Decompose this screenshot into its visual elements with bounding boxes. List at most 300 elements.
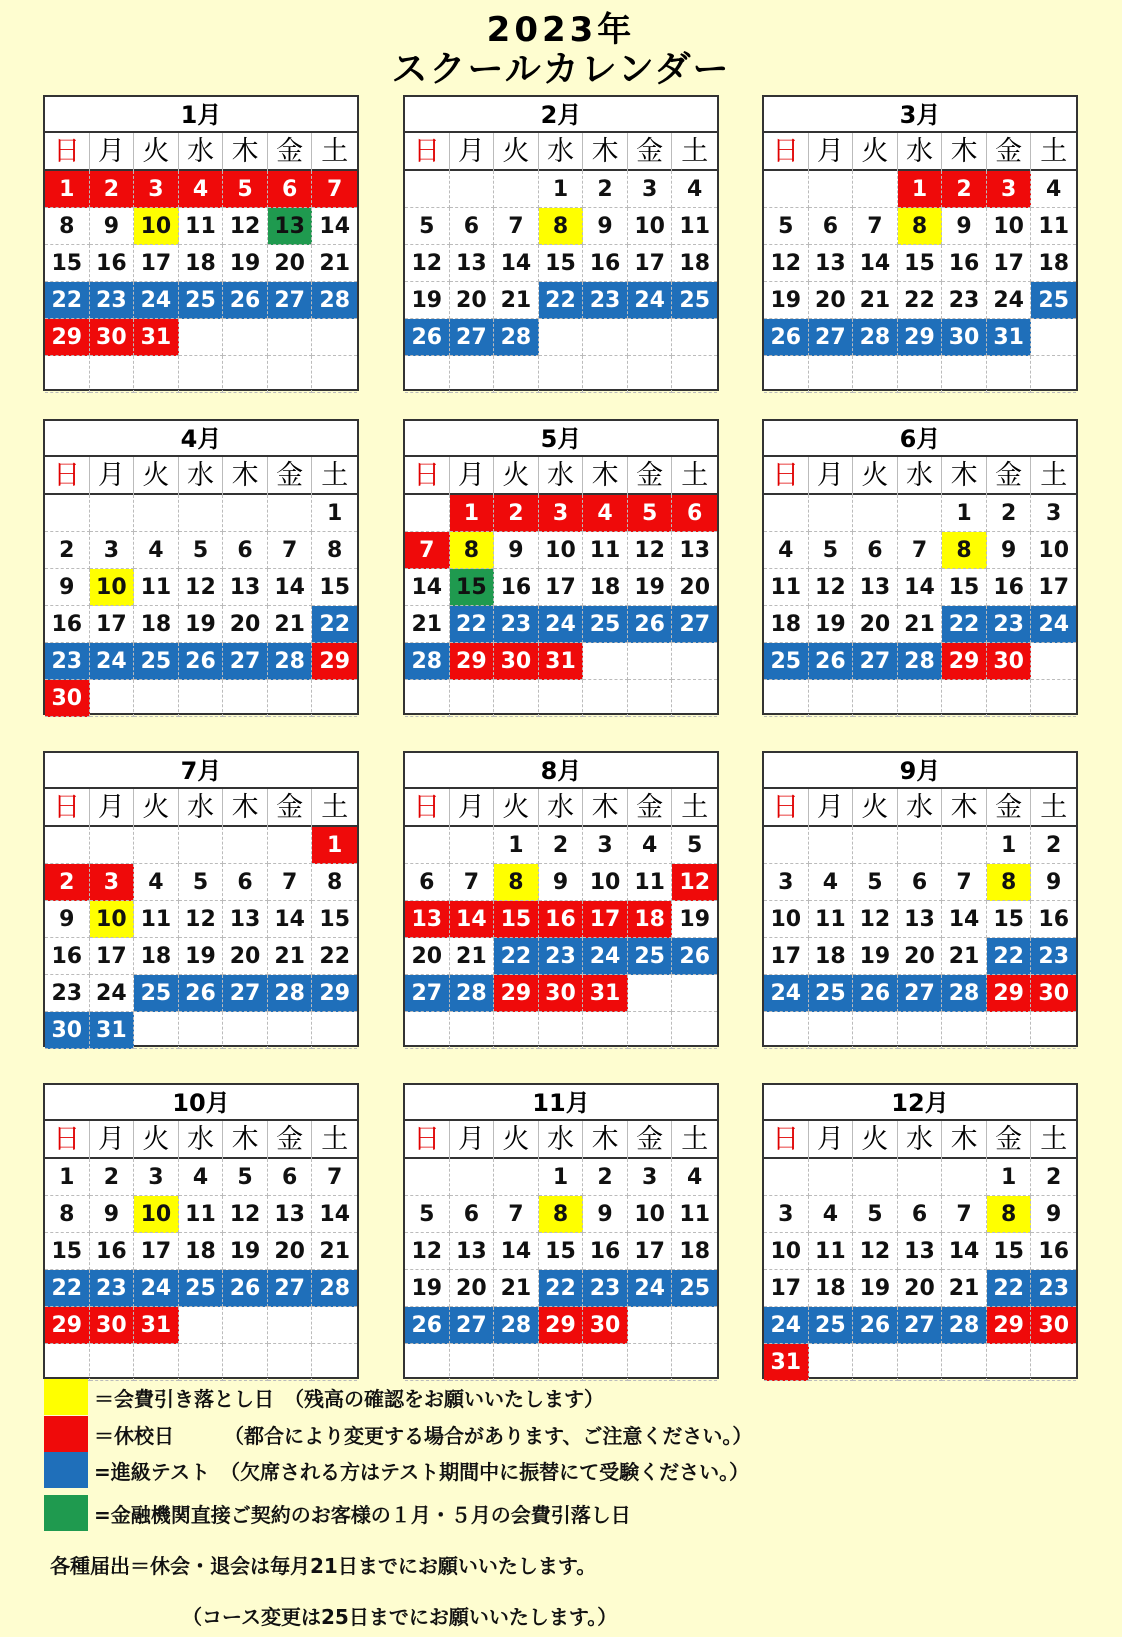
- day-cell: 26: [179, 643, 224, 680]
- day-cell: 19: [764, 282, 809, 319]
- day-cell: 15: [898, 245, 943, 282]
- day-cell: 20: [268, 245, 313, 282]
- day-cell: 16: [45, 606, 90, 643]
- weekday-label: 金: [268, 789, 313, 827]
- day-cell: 28: [494, 1307, 539, 1344]
- day-cell: 8: [987, 864, 1032, 901]
- empty-day-cell: [45, 1344, 90, 1381]
- day-cell: 10: [628, 208, 673, 245]
- day-cell: 12: [179, 569, 224, 606]
- empty-day-cell: [1031, 1012, 1076, 1049]
- day-cell: 2: [583, 171, 628, 208]
- day-cell: 24: [987, 282, 1032, 319]
- day-cell: 22: [539, 282, 584, 319]
- day-cell: 22: [942, 606, 987, 643]
- weekday-label: 土: [321, 1124, 349, 1155]
- day-cell: 5: [628, 495, 673, 532]
- empty-day-cell: [268, 1344, 313, 1381]
- day-cell: 22: [987, 1270, 1032, 1307]
- weekday-label: 金: [268, 133, 313, 171]
- legend-item-test: [44, 1452, 749, 1488]
- empty-day-cell: [539, 1344, 584, 1381]
- weekday-label: 土: [1040, 792, 1068, 823]
- weekday-label: 火: [134, 789, 179, 827]
- weekday-header: [405, 457, 717, 495]
- day-cell: 18: [583, 569, 628, 606]
- day-cell: 1: [312, 495, 357, 532]
- weekday-label: 月: [450, 133, 495, 171]
- day-cell: 26: [672, 938, 717, 975]
- day-cell: 17: [1031, 569, 1076, 606]
- day-cell: 7: [450, 864, 495, 901]
- day-cell: 23: [1031, 1270, 1076, 1307]
- day-cell: 3: [1031, 495, 1076, 532]
- empty-day-cell: [942, 1012, 987, 1049]
- day-cell: 19: [223, 1233, 268, 1270]
- day-cell: 23: [987, 606, 1032, 643]
- empty-day-cell: [134, 827, 179, 864]
- day-cell: 7: [942, 864, 987, 901]
- day-cell: 13: [672, 532, 717, 569]
- legend-bank-payment-text: =金融機関直接ご契約のお客様の１月・５月の会費引落し日: [94, 1502, 631, 1527]
- weekday-label: 月: [450, 457, 495, 495]
- day-cell: 11: [628, 864, 673, 901]
- empty-day-cell: [853, 356, 898, 393]
- day-cell: 7: [312, 1159, 357, 1196]
- weekday-label: 月: [450, 789, 495, 827]
- day-cell: 2: [1031, 1159, 1076, 1196]
- day-cell: 22: [898, 282, 943, 319]
- empty-day-cell: [853, 680, 898, 717]
- empty-day-cell: [223, 356, 268, 393]
- weekday-header: [764, 133, 1076, 171]
- day-cell: 30: [45, 680, 90, 717]
- day-cell: 12: [764, 245, 809, 282]
- day-cell: 1: [450, 495, 495, 532]
- day-cell: 31: [134, 1307, 179, 1344]
- day-cell: 2: [1031, 827, 1076, 864]
- day-cell: 24: [628, 1270, 673, 1307]
- empty-day-cell: [853, 1012, 898, 1049]
- day-cell: 19: [628, 569, 673, 606]
- empty-day-cell: [942, 680, 987, 717]
- month-title: 10月: [45, 1085, 357, 1121]
- day-cell: 4: [134, 532, 179, 569]
- day-cell: 24: [90, 975, 135, 1012]
- day-grid: [45, 495, 357, 717]
- empty-day-cell: [539, 680, 584, 717]
- weekday-label: 土: [1040, 1124, 1068, 1155]
- month-calendar: [43, 751, 359, 1047]
- weekday-label: 金: [628, 789, 673, 827]
- day-cell: 30: [1031, 975, 1076, 1012]
- day-cell: 4: [672, 171, 717, 208]
- empty-day-cell: [809, 171, 854, 208]
- day-cell: 6: [223, 864, 268, 901]
- day-cell: 12: [223, 208, 268, 245]
- empty-day-cell: [853, 171, 898, 208]
- day-cell: 31: [764, 1344, 809, 1381]
- month-calendar: [762, 751, 1078, 1047]
- weekday-label: 水: [898, 789, 943, 827]
- day-cell: 4: [764, 532, 809, 569]
- day-cell: 2: [45, 864, 90, 901]
- empty-day-cell: [179, 356, 224, 393]
- day-cell: 2: [987, 495, 1032, 532]
- day-cell: 21: [268, 606, 313, 643]
- day-cell: 27: [450, 1307, 495, 1344]
- day-cell: 18: [134, 938, 179, 975]
- month-calendar: [403, 751, 719, 1047]
- day-cell: 3: [134, 171, 179, 208]
- weekday-label: 月: [809, 457, 854, 495]
- empty-day-cell: [809, 680, 854, 717]
- day-grid: [764, 1159, 1076, 1381]
- day-cell: 20: [450, 1270, 495, 1307]
- weekday-label: 日: [764, 133, 809, 171]
- day-cell: 12: [405, 245, 450, 282]
- day-cell: 23: [583, 282, 628, 319]
- day-cell: 15: [312, 569, 357, 606]
- weekday-label: 金: [987, 133, 1032, 171]
- empty-day-cell: [942, 827, 987, 864]
- note-course-change: （コース変更は25日までにお願いいたします。）: [182, 1605, 618, 1629]
- day-cell: 6: [268, 1159, 313, 1196]
- weekday-label: 木: [223, 1121, 268, 1159]
- weekday-label: 金: [628, 457, 673, 495]
- day-cell: 10: [1031, 532, 1076, 569]
- day-cell: 4: [1031, 171, 1076, 208]
- day-cell: 1: [942, 495, 987, 532]
- day-cell: 24: [583, 938, 628, 975]
- day-cell: 19: [179, 606, 224, 643]
- weekday-label: 木: [942, 789, 987, 827]
- empty-day-cell: [987, 1344, 1032, 1381]
- day-grid: [45, 827, 357, 1049]
- day-cell: 14: [942, 1233, 987, 1270]
- empty-day-cell: [898, 1344, 943, 1381]
- day-cell: 4: [809, 864, 854, 901]
- day-cell: 26: [809, 643, 854, 680]
- day-cell: 14: [312, 208, 357, 245]
- day-cell: 27: [898, 1307, 943, 1344]
- day-cell: 14: [268, 901, 313, 938]
- day-cell: 28: [268, 975, 313, 1012]
- day-cell: 10: [90, 569, 135, 606]
- day-cell: 13: [450, 1233, 495, 1270]
- day-cell: 12: [853, 901, 898, 938]
- month-title: 2月: [405, 97, 717, 133]
- empty-day-cell: [450, 1159, 495, 1196]
- day-cell: 23: [494, 606, 539, 643]
- day-cell: 22: [45, 282, 90, 319]
- empty-day-cell: [312, 1307, 357, 1344]
- empty-day-cell: [672, 1307, 717, 1344]
- empty-day-cell: [405, 495, 450, 532]
- day-cell: 12: [405, 1233, 450, 1270]
- weekday-label: 金: [268, 1121, 313, 1159]
- day-cell: 19: [223, 245, 268, 282]
- day-cell: 10: [134, 208, 179, 245]
- day-cell: 9: [45, 569, 90, 606]
- empty-day-cell: [628, 1012, 673, 1049]
- day-cell: 30: [942, 319, 987, 356]
- day-cell: 4: [809, 1196, 854, 1233]
- empty-day-cell: [628, 643, 673, 680]
- weekday-header: [45, 133, 357, 171]
- day-grid: [764, 495, 1076, 717]
- day-cell: 14: [494, 245, 539, 282]
- weekday-label: 日: [45, 1121, 90, 1159]
- day-cell: 5: [809, 532, 854, 569]
- day-cell: 11: [134, 569, 179, 606]
- day-grid: [45, 171, 357, 393]
- day-cell: 30: [90, 1307, 135, 1344]
- day-cell: 18: [809, 938, 854, 975]
- day-cell: 5: [179, 864, 224, 901]
- day-cell: 24: [764, 975, 809, 1012]
- empty-day-cell: [45, 356, 90, 393]
- empty-day-cell: [898, 1159, 943, 1196]
- month-calendar: [403, 95, 719, 391]
- weekday-label: 火: [494, 133, 539, 171]
- day-cell: 30: [45, 1012, 90, 1049]
- weekday-label: 火: [494, 1121, 539, 1159]
- empty-day-cell: [45, 495, 90, 532]
- day-cell: 28: [312, 282, 357, 319]
- day-cell: 26: [179, 975, 224, 1012]
- weekday-label: 金: [987, 1121, 1032, 1159]
- empty-day-cell: [672, 1012, 717, 1049]
- day-cell: 19: [853, 1270, 898, 1307]
- month-title: 6月: [764, 421, 1076, 457]
- empty-day-cell: [494, 1012, 539, 1049]
- empty-day-cell: [405, 680, 450, 717]
- month-calendar: [762, 95, 1078, 391]
- blue-swatch: [44, 1452, 88, 1488]
- day-cell: 23: [90, 1270, 135, 1307]
- empty-day-cell: [312, 1344, 357, 1381]
- day-cell: 21: [405, 606, 450, 643]
- day-cell: 24: [134, 1270, 179, 1307]
- weekday-label: 月: [809, 133, 854, 171]
- day-cell: 23: [583, 1270, 628, 1307]
- day-cell: 22: [45, 1270, 90, 1307]
- day-cell: 13: [898, 901, 943, 938]
- day-cell: 8: [898, 208, 943, 245]
- empty-day-cell: [312, 356, 357, 393]
- day-cell: 11: [764, 569, 809, 606]
- weekday-label: 日: [45, 457, 90, 495]
- day-cell: 27: [405, 975, 450, 1012]
- empty-day-cell: [90, 495, 135, 532]
- empty-day-cell: [450, 1344, 495, 1381]
- day-cell: 17: [90, 606, 135, 643]
- day-cell: 25: [179, 1270, 224, 1307]
- weekday-label: 土: [1040, 136, 1068, 167]
- day-cell: 14: [898, 569, 943, 606]
- day-cell: 9: [1031, 1196, 1076, 1233]
- day-cell: 21: [450, 938, 495, 975]
- day-cell: 20: [809, 282, 854, 319]
- empty-day-cell: [179, 495, 224, 532]
- day-cell: 25: [628, 938, 673, 975]
- day-cell: 14: [853, 245, 898, 282]
- day-cell: 2: [539, 827, 584, 864]
- empty-day-cell: [672, 356, 717, 393]
- day-cell: 14: [312, 1196, 357, 1233]
- day-cell: 17: [539, 569, 584, 606]
- weekday-label: 金: [628, 1121, 673, 1159]
- day-cell: 6: [898, 864, 943, 901]
- empty-day-cell: [223, 680, 268, 717]
- day-cell: 31: [90, 1012, 135, 1049]
- day-cell: 5: [405, 1196, 450, 1233]
- weekday-label: 火: [494, 789, 539, 827]
- day-cell: 3: [628, 1159, 673, 1196]
- weekday-label: 日: [45, 133, 90, 171]
- empty-day-cell: [672, 1344, 717, 1381]
- weekday-label: 火: [853, 789, 898, 827]
- empty-day-cell: [853, 1159, 898, 1196]
- day-cell: 1: [987, 1159, 1032, 1196]
- day-cell: 22: [494, 938, 539, 975]
- day-cell: 3: [764, 864, 809, 901]
- day-cell: 5: [853, 864, 898, 901]
- day-cell: 7: [268, 532, 313, 569]
- empty-day-cell: [268, 495, 313, 532]
- month-calendar: [43, 1083, 359, 1379]
- day-cell: 8: [45, 1196, 90, 1233]
- day-cell: 18: [1031, 245, 1076, 282]
- empty-day-cell: [942, 1344, 987, 1381]
- day-cell: 17: [628, 1233, 673, 1270]
- day-cell: 30: [583, 1307, 628, 1344]
- day-cell: 15: [45, 245, 90, 282]
- empty-day-cell: [809, 1012, 854, 1049]
- day-cell: 28: [853, 319, 898, 356]
- day-cell: 30: [494, 643, 539, 680]
- empty-day-cell: [987, 680, 1032, 717]
- day-cell: 26: [853, 1307, 898, 1344]
- day-cell: 28: [450, 975, 495, 1012]
- day-cell: 6: [268, 171, 313, 208]
- empty-day-cell: [179, 319, 224, 356]
- weekday-header: [45, 457, 357, 495]
- day-cell: 20: [853, 606, 898, 643]
- month-title: 9月: [764, 753, 1076, 789]
- empty-day-cell: [898, 1012, 943, 1049]
- empty-day-cell: [942, 1159, 987, 1196]
- day-cell: 26: [764, 319, 809, 356]
- empty-day-cell: [898, 680, 943, 717]
- day-cell: 17: [583, 901, 628, 938]
- month-title: 11月: [405, 1085, 717, 1121]
- empty-day-cell: [809, 356, 854, 393]
- empty-day-cell: [179, 1307, 224, 1344]
- day-cell: 16: [90, 1233, 135, 1270]
- day-grid: [764, 171, 1076, 393]
- weekday-header: [764, 1121, 1076, 1159]
- day-cell: 3: [987, 171, 1032, 208]
- day-cell: 18: [628, 901, 673, 938]
- day-cell: 27: [223, 975, 268, 1012]
- empty-day-cell: [179, 1012, 224, 1049]
- month-calendar: [43, 419, 359, 715]
- weekday-label: 土: [681, 136, 709, 167]
- day-cell: 19: [853, 938, 898, 975]
- empty-day-cell: [494, 356, 539, 393]
- day-cell: 24: [90, 643, 135, 680]
- weekday-label: 日: [45, 789, 90, 827]
- empty-day-cell: [268, 356, 313, 393]
- weekday-label: 水: [539, 1121, 584, 1159]
- day-cell: 29: [312, 643, 357, 680]
- day-grid: [45, 1159, 357, 1381]
- day-cell: 18: [672, 1233, 717, 1270]
- empty-day-cell: [494, 171, 539, 208]
- day-cell: 19: [672, 901, 717, 938]
- empty-day-cell: [809, 1344, 854, 1381]
- weekday-label: 木: [223, 789, 268, 827]
- note-notifications: 各種届出＝休会・退会は毎月21日までにお願いいたします。: [50, 1554, 597, 1578]
- day-cell: 14: [450, 901, 495, 938]
- day-cell: 28: [898, 643, 943, 680]
- empty-day-cell: [628, 319, 673, 356]
- weekday-label: 日: [405, 789, 450, 827]
- weekday-label: 火: [134, 457, 179, 495]
- weekday-label: 火: [134, 133, 179, 171]
- weekday-label: 土: [321, 460, 349, 491]
- calendar-year-title: 2023年: [486, 10, 636, 50]
- day-cell: 29: [987, 1307, 1032, 1344]
- day-cell: 20: [268, 1233, 313, 1270]
- day-cell: 12: [809, 569, 854, 606]
- weekday-label: 水: [898, 1121, 943, 1159]
- day-cell: 27: [853, 643, 898, 680]
- day-cell: 27: [809, 319, 854, 356]
- empty-day-cell: [764, 827, 809, 864]
- day-cell: 7: [312, 171, 357, 208]
- weekday-label: 水: [179, 133, 224, 171]
- empty-day-cell: [494, 680, 539, 717]
- empty-day-cell: [90, 827, 135, 864]
- day-cell: 18: [134, 606, 179, 643]
- day-cell: 17: [987, 245, 1032, 282]
- day-cell: 19: [179, 938, 224, 975]
- empty-day-cell: [268, 1307, 313, 1344]
- empty-day-cell: [90, 356, 135, 393]
- day-cell: 11: [583, 532, 628, 569]
- empty-day-cell: [179, 1344, 224, 1381]
- day-cell: 4: [583, 495, 628, 532]
- day-cell: 16: [90, 245, 135, 282]
- day-cell: 1: [539, 1159, 584, 1196]
- empty-day-cell: [45, 827, 90, 864]
- day-cell: 3: [134, 1159, 179, 1196]
- day-cell: 11: [809, 901, 854, 938]
- empty-day-cell: [134, 356, 179, 393]
- day-cell: 24: [1031, 606, 1076, 643]
- empty-day-cell: [583, 356, 628, 393]
- day-cell: 8: [942, 532, 987, 569]
- empty-day-cell: [628, 1344, 673, 1381]
- empty-day-cell: [223, 495, 268, 532]
- day-cell: 24: [628, 282, 673, 319]
- empty-day-cell: [987, 1012, 1032, 1049]
- day-cell: 16: [942, 245, 987, 282]
- day-cell: 7: [494, 1196, 539, 1233]
